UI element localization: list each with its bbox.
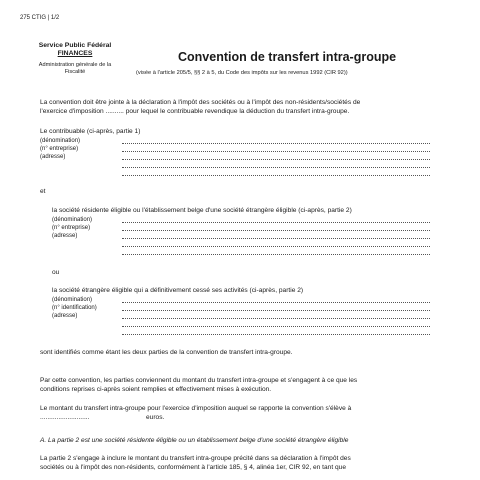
party2a-address-field-1[interactable]: [122, 238, 430, 239]
party1-number-field[interactable]: [122, 151, 430, 152]
party1-address-field-3[interactable]: [122, 175, 430, 176]
party1-address-field-1[interactable]: [122, 159, 430, 160]
party2a-label-number: (n° entreprise): [52, 225, 91, 231]
party2a-heading: la société résidente éligible ou l'établissement belge d'une société étrangère éligible (ci-après, partie 2): [52, 207, 352, 214]
page-title: Convention de transfert intra-groupe: [178, 50, 397, 64]
form-code: 275 CTIG | 1/2: [20, 15, 60, 21]
issuer-fiscalite: Fiscalité: [64, 69, 86, 75]
party1-heading: Le contribuable (ci-après, partie 1): [40, 128, 141, 135]
party2b-address-field-2[interactable]: [122, 326, 430, 327]
identified-statement: sont identifiés comme étant les deux parties de la convention de transfert intra-groupe.: [40, 349, 293, 356]
section-a-line-2: sociétés ou à l'impôt des non-résidents, conformément à l'article 185, § 4, alinéa 1er, CIR 92, en tant que: [40, 464, 347, 471]
amount-unit: euros.: [146, 414, 165, 421]
party2a-address-field-3[interactable]: [122, 254, 430, 255]
party2b-id-field[interactable]: [122, 310, 430, 311]
issuer-finances: FINANCES: [57, 50, 93, 57]
amount-dots[interactable]: ...........................: [40, 414, 90, 421]
issuer-admin: Administration générale de la: [38, 62, 112, 68]
party2a-name-field[interactable]: [122, 222, 430, 223]
page-subtitle: (visée à l'article 205/5, §§ 2 à 5, du Code des impôts sur les revenus 1992 (CIR 92)): [136, 70, 348, 76]
section-a-line-1: La partie 2 s'engage à inclure le montant du transfert intra-groupe précité dans sa déclaration à l'impôt des: [40, 455, 351, 462]
party1-label-name: (dénomination): [40, 138, 81, 144]
party2b-name-field[interactable]: [122, 302, 430, 303]
connector-et: et: [40, 188, 46, 195]
party2b-address-field-1[interactable]: [122, 318, 430, 319]
party2b-heading: la société étrangère éligible qui a définitivement cessé ses activités (ci-après, partie 2): [52, 287, 304, 294]
party2b-label-name: (dénomination): [52, 297, 93, 303]
intro-line-2: l'exercice d'imposition .......... pour lequel le contribuable revendique la déduction du transfert intra-groupe.: [40, 108, 350, 115]
party2a-number-field[interactable]: [122, 230, 430, 231]
section-a-title: A. La partie 2 est une société résidente éligible ou un établissement belge d'une société étrangère éligible: [40, 437, 349, 444]
connector-ou: ou: [52, 269, 60, 276]
party2b-label-id: (n° identification): [52, 305, 97, 311]
intro-line-1: La convention doit être jointe à la déclaration à l'impôt des sociétés ou à l'impôt des non-résidents/sociétés de: [40, 99, 361, 106]
party2a-address-field-2[interactable]: [122, 246, 430, 247]
issuer-block: [20, 42, 130, 76]
amount-line-1: Le montant du transfert intra-groupe pour l'exercice d'imposition auquel se rapporte la convention s'élève à: [40, 405, 352, 412]
party1-address-field-2[interactable]: [122, 167, 430, 168]
agreement-line-1: Par cette convention, les parties conviennent du montant du transfert intra-groupe et s'engagent à ce que les: [40, 377, 358, 384]
party2a-label-address: (adresse): [52, 233, 78, 239]
party1-name-field[interactable]: [122, 143, 430, 144]
party2b-label-address: (adresse): [52, 313, 78, 319]
party2a-label-name: (dénomination): [52, 217, 93, 223]
issuer-name: Service Public Fédéral: [38, 42, 112, 49]
party1-label-address: (adresse): [40, 154, 66, 160]
agreement-line-2: conditions reprises ci-après soient remplies et effectivement mises à exécution.: [40, 386, 272, 393]
party2b-address-field-3[interactable]: [122, 334, 430, 335]
party1-label-number: (n° entreprise): [40, 146, 79, 152]
